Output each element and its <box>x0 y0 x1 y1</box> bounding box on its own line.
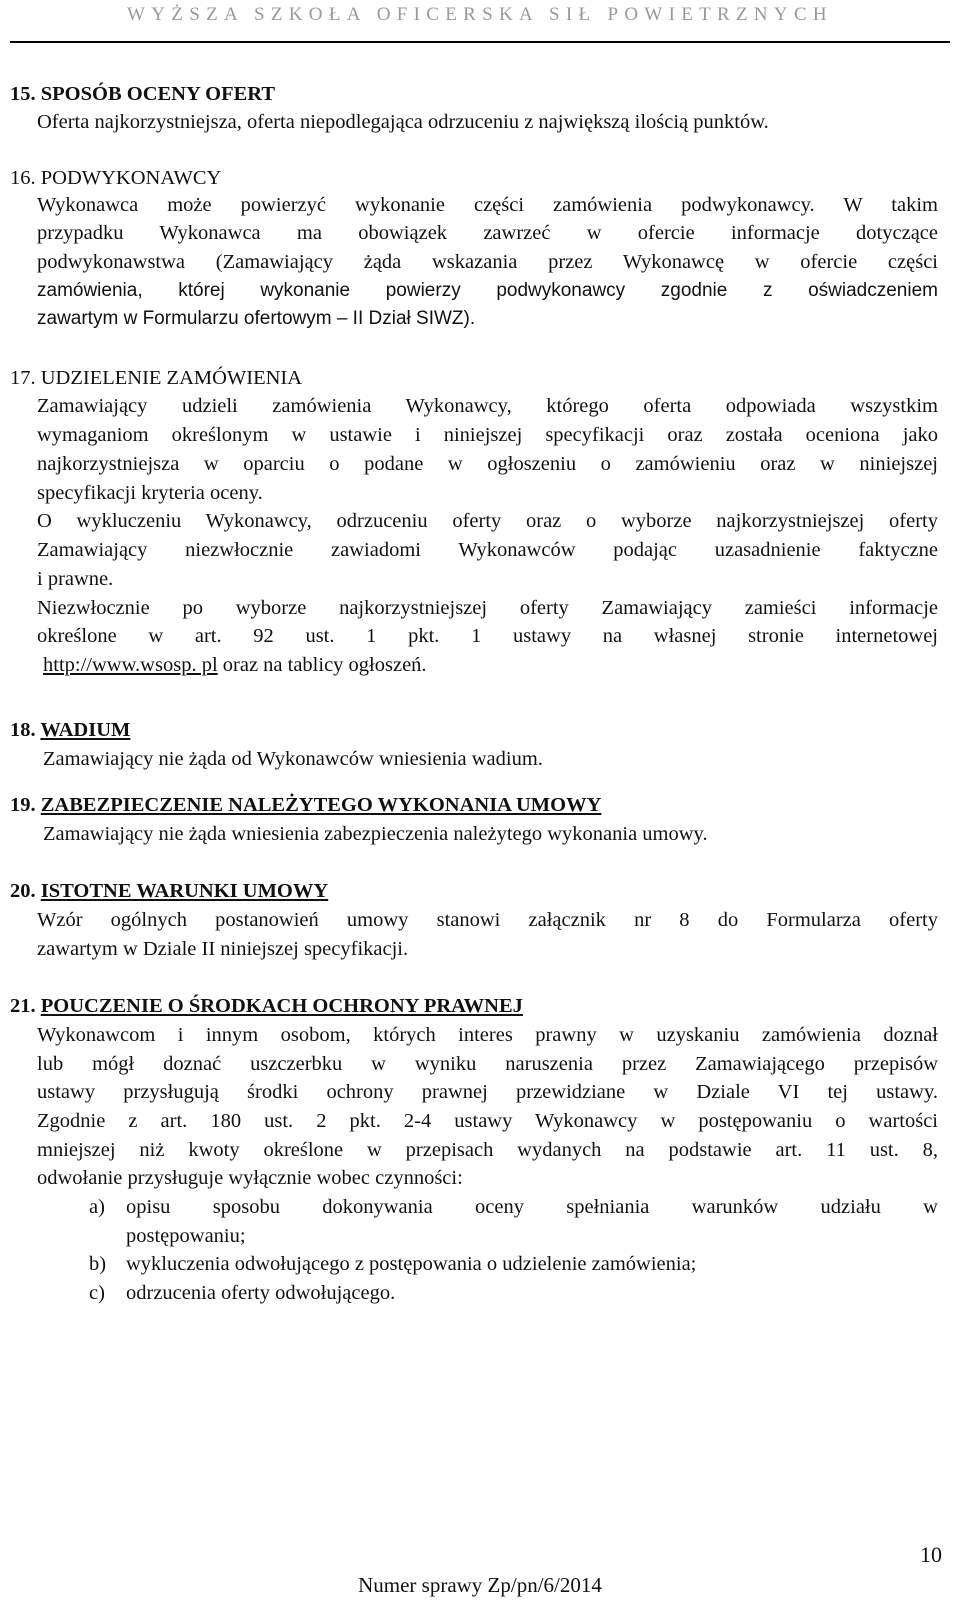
section-16-line-3: podwykonawstwa (Zamawiający żąda wskazania przez Wykonawcę w ofercie części <box>37 251 938 273</box>
section-16-line-5: zawartym w Formularzu ofertowym – II Dział SIWZ). <box>37 308 476 329</box>
list-item-c: odrzucenia oferty odwołującego. <box>126 1282 396 1304</box>
section-21-line-6: odwołanie przysługuje wyłącznie wobec czynności: <box>37 1167 463 1189</box>
section-17-p2-line-2: Zamawiający niezwłocznie zawiadomi Wykonawców podając uzasadnienie faktyczne <box>37 539 938 561</box>
list-marker-a: a) <box>89 1196 105 1218</box>
section-19-heading: 19. ZABEZPIECZENIE NALEŻYTEGO WYKONANIA UMOWY <box>10 794 602 816</box>
section-15-text: Oferta najkorzystniejsza, oferta niepodlegająca odrzuceniu z największą ilością punktów. <box>37 111 769 133</box>
section-21-line-3: ustawy przysługują środki ochrony prawnej przewidziane w Dziale VI tej ustawy. <box>37 1081 938 1103</box>
section-16-line-4: zamówienia, której wykonanie powierzy podwykonawcy zgodnie z oświadczeniem <box>37 280 938 301</box>
section-17-p1-line-1: Zamawiający udzieli zamówienia Wykonawcy, którego oferta odpowiada wszystkim <box>37 395 938 417</box>
section-20-line-2: zawartym w Dziale II niniejszej specyfikacji. <box>37 938 409 960</box>
section-17-p2-line-1: O wykluczeniu Wykonawcy, odrzuceniu oferty oraz o wyborze najkorzystniejszej oferty <box>37 510 938 532</box>
section-17-p3-line-3: http://www.wsosp. pl oraz na tablicy ogłoszeń. <box>43 654 427 676</box>
section-16-line-1: Wykonawca może powierzyć wykonanie części zamówienia podwykonawcy. W takim <box>37 194 938 216</box>
list-marker-b: b) <box>89 1253 107 1275</box>
section-17-p1-line-3: najkorzystniejsza w oparciu o podane w ogłoszeniu o zamówieniu oraz w niniejszej <box>37 453 938 475</box>
section-21-line-1: Wykonawcom i innym osobom, których interes prawny w uzyskaniu zamówienia doznał <box>37 1024 938 1046</box>
section-16-heading: 16. PODWYKONAWCY <box>10 167 222 189</box>
section-17-p2-line-3: i prawne. <box>37 568 114 590</box>
section-17-p1-line-2: wymaganiom określonym w ustawie i niniejszej specyfikacji oraz została oceniona jako <box>37 424 938 446</box>
section-17-p1-line-4: specyfikacji kryteria oceny. <box>37 482 263 504</box>
section-17-p3-line-2: określone w art. 92 ust. 1 pkt. 1 ustawy na własnej stronie internetowej <box>37 625 938 647</box>
section-21-heading: 21. POUCZENIE O ŚRODKACH OCHRONY PRAWNEJ <box>10 995 523 1017</box>
section-21-line-4: Zgodnie z art. 180 ust. 2 pkt. 2-4 ustawy Wykonawcy w postępowaniu o wartości <box>37 1110 938 1132</box>
section-18-text: Zamawiający nie żąda od Wykonawców wniesienia wadium. <box>43 748 543 770</box>
website-link[interactable]: http://www.wsosp. pl <box>43 654 218 676</box>
list-item-b: wykluczenia odwołującego z postępowania o udzielenie zamówienia; <box>126 1253 697 1275</box>
section-19-text: Zamawiający nie żąda wniesienia zabezpieczenia należytego wykonania umowy. <box>43 823 708 845</box>
list-item-a-line-1: opisu sposobu dokonywania oceny spełniania warunków udziału w <box>126 1196 938 1218</box>
section-17-p3-line-1: Niezwłocznie po wyborze najkorzystniejszej oferty Zamawiający zamieści informacje <box>37 597 938 619</box>
list-item-a-line-2: postępowaniu; <box>126 1225 246 1247</box>
section-18-heading: 18. WADIUM <box>10 719 131 741</box>
section-21-line-2: lub mógł doznać uszczerbku w wyniku naruszenia przez Zamawiającego przepisów <box>37 1053 938 1075</box>
section-15-heading: 15. SPOSÓB OCENY OFERT <box>10 83 276 105</box>
running-header: WYŻSZA SZKOŁA OFICERSKA SIŁ POWIETRZNYCH <box>127 4 833 25</box>
case-number-footer: Numer sprawy Zp/pn/6/2014 <box>358 1573 602 1597</box>
section-21-line-5: mniejszej niż kwoty określone w przepisach wydanych na podstawie art. 11 ust. 8, <box>37 1139 938 1161</box>
section-17-heading: 17. UDZIELENIE ZAMÓWIENIA <box>10 367 303 389</box>
page-number: 10 <box>920 1542 942 1567</box>
list-marker-c: c) <box>89 1282 105 1304</box>
section-16-line-2: przypadku Wykonawca ma obowiązek zawrzeć w ofercie informacje dotyczące <box>37 222 938 244</box>
section-20-line-1: Wzór ogólnych postanowień umowy stanowi załącznik nr 8 do Formularza oferty <box>37 909 938 931</box>
section-20-heading: 20. ISTOTNE WARUNKI UMOWY <box>10 880 329 902</box>
